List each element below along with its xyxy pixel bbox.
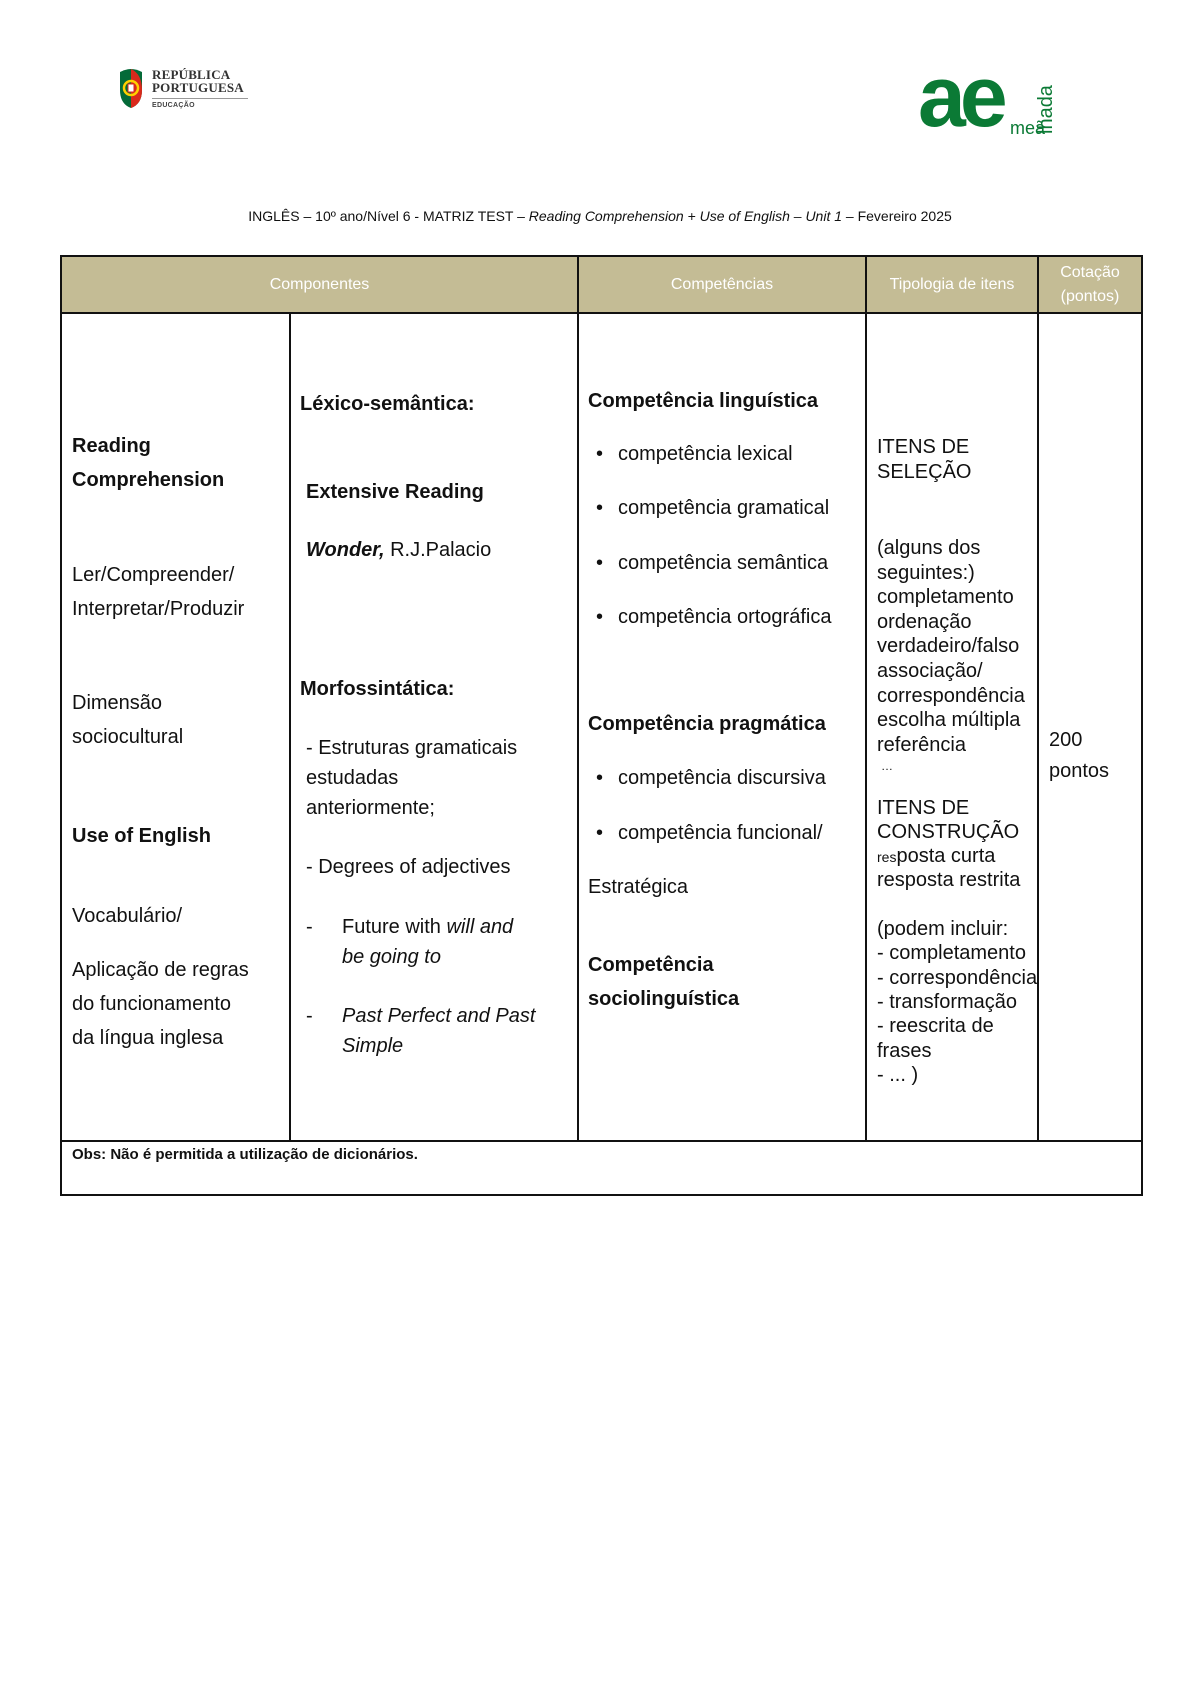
cell-cotacao bbox=[1038, 313, 1142, 1141]
header-componentes: Componentes bbox=[61, 256, 578, 313]
competencia-gramatical-item: • competência gramatical bbox=[596, 497, 830, 519]
title-part-3: – Fevereiro 2025 bbox=[842, 208, 952, 224]
aplicacao-label-1: Aplicação de regras bbox=[72, 959, 249, 981]
competencia-ortografica-item: • competência ortográfica bbox=[596, 606, 832, 628]
itens-selecao-1: ITENS DE bbox=[877, 436, 970, 458]
observations-note: Obs: Não é permitida a utilização de dicionários. bbox=[61, 1141, 1142, 1195]
con-item-transformacao: - transformação bbox=[877, 991, 1018, 1013]
con-item-reescrita: - reescrita de bbox=[877, 1015, 994, 1037]
alguns-dos-1: (alguns dos bbox=[877, 537, 981, 559]
degrees-item: - Degrees of adjectives bbox=[306, 856, 511, 878]
cell-competencias bbox=[578, 313, 866, 1141]
logo-text-portuguesa: PORTUGUESA bbox=[152, 80, 244, 95]
cell-componentes-detail bbox=[290, 313, 578, 1141]
header-competencias: Competências bbox=[578, 256, 866, 313]
podem-incluir: (podem incluir: bbox=[877, 918, 1009, 940]
con-item-correspondencia: - correspondência bbox=[877, 967, 1038, 989]
svg-text:lhada: lhada bbox=[1035, 85, 1057, 134]
svg-text:ae: ae bbox=[918, 50, 1002, 140]
sel-item-completamento: completamento bbox=[877, 586, 1014, 608]
cell-componentes-main bbox=[61, 313, 290, 1141]
con-item-etc: - ... ) bbox=[877, 1064, 919, 1086]
sel-item-verdadeiro-falso: verdadeiro/falso bbox=[877, 635, 1020, 657]
document-title bbox=[0, 208, 1200, 224]
svg-text:meã: meã bbox=[1010, 118, 1046, 138]
sel-item-escolha-multipla: escolha múltipla bbox=[877, 709, 1021, 731]
morfossintatica-heading: Morfossintática: bbox=[300, 678, 455, 700]
portugal-emblem-icon bbox=[116, 66, 146, 110]
ae-mealhada-logo bbox=[918, 50, 1060, 140]
resposta-curta bbox=[877, 844, 995, 870]
past-line-2: Simple bbox=[342, 1035, 404, 1057]
past-dash: - bbox=[306, 1005, 313, 1027]
vocabulario-label: Vocabulário/ bbox=[72, 905, 183, 927]
wonder-title: Wonder, bbox=[306, 539, 385, 561]
reading-label-1: Reading bbox=[72, 435, 151, 457]
dimensao-label-2: sociocultural bbox=[72, 726, 184, 748]
reading-label-2: Comprehension bbox=[72, 469, 225, 491]
competencia-socio-line-1: Competência bbox=[588, 954, 714, 976]
estruturas-line-3: anteriormente; bbox=[306, 797, 435, 819]
logo-text-republica: REPÚBLICA bbox=[152, 67, 231, 82]
cell-tipologia bbox=[866, 313, 1038, 1141]
future-dash: - bbox=[306, 916, 313, 938]
wonder-author: R.J.Palacio bbox=[384, 539, 492, 561]
aplicacao-label-2: do funcionamento bbox=[72, 993, 232, 1015]
dimensao-label-1: Dimensão bbox=[72, 692, 163, 714]
extensive-reading-heading: Extensive Reading bbox=[306, 481, 484, 503]
ler-label-1: Ler/Compreender/ bbox=[72, 564, 235, 586]
estruturas-line-2: estudadas bbox=[306, 767, 399, 789]
resposta-curta-suffix: posta curta bbox=[896, 845, 996, 867]
estruturas-line-1: - Estruturas gramaticais bbox=[306, 737, 518, 759]
sel-item-associacao: associação/ bbox=[877, 660, 983, 682]
logo-divider bbox=[152, 98, 248, 99]
competencia-linguistica-heading: Competência linguística bbox=[588, 390, 819, 412]
alguns-dos-2: seguintes:) bbox=[877, 562, 975, 584]
title-part-2: Reading Comprehension + Use of English – Unit 1 bbox=[528, 208, 843, 224]
sel-item-ordenacao: ordenação bbox=[877, 611, 972, 633]
competencia-discursiva-item: • competência discursiva bbox=[596, 767, 826, 789]
table-content-row bbox=[61, 313, 1142, 1141]
competencia-socio-line-2: sociolinguística bbox=[588, 988, 740, 1010]
con-item-frases: frases bbox=[877, 1040, 932, 1062]
header-cotacao bbox=[1038, 256, 1142, 313]
test-matrix-table bbox=[60, 255, 1143, 1196]
itens-construcao-2: CONSTRUÇÃO bbox=[877, 821, 1020, 843]
estrategica-label: Estratégica bbox=[588, 876, 689, 898]
header-cotacao-line1: Cotação bbox=[1060, 263, 1120, 281]
past-line-1: Past Perfect and Past bbox=[342, 1005, 536, 1027]
header-cotacao-line2: (pontos) bbox=[1060, 287, 1120, 305]
table-header-row bbox=[61, 256, 1142, 313]
republica-portuguesa-logo bbox=[112, 64, 252, 126]
future-will: will and bbox=[446, 916, 514, 938]
wonder-line bbox=[306, 533, 491, 567]
logo-text-educacao: EDUCAÇÃO bbox=[152, 102, 195, 109]
resposta-curta-prefix: res bbox=[877, 849, 897, 865]
competencia-semantica-item: • competência semântica bbox=[596, 552, 829, 574]
future-line-1 bbox=[342, 910, 513, 944]
lexico-heading: Léxico-semântica: bbox=[300, 393, 475, 415]
competencia-funcional-item: • competência funcional/ bbox=[596, 822, 823, 844]
competencia-lexical-item: • competência lexical bbox=[596, 443, 793, 465]
sel-item-referencia: referência bbox=[877, 734, 966, 756]
sel-ellipsis: … bbox=[881, 759, 893, 773]
observations-row bbox=[61, 1141, 1142, 1195]
use-of-english-label: Use of English bbox=[72, 825, 211, 847]
resposta-restrita: resposta restrita bbox=[877, 869, 1021, 891]
itens-construcao-1: ITENS DE bbox=[877, 797, 970, 819]
con-item-completamento: - completamento bbox=[877, 942, 1026, 964]
future-text: Future with bbox=[342, 916, 447, 938]
future-line-2: be going to bbox=[342, 946, 441, 968]
ler-label-2: Interpretar/Produzir bbox=[72, 598, 245, 620]
itens-selecao-2: SELEÇÃO bbox=[877, 461, 972, 483]
header-tipologia: Tipologia de itens bbox=[866, 256, 1038, 313]
title-part-1: INGLÊS – 10º ano/Nível 6 - MATRIZ TEST – bbox=[248, 208, 529, 224]
competencia-pragmatica-heading: Competência pragmática bbox=[588, 713, 826, 735]
cotacao-unit: pontos bbox=[1049, 760, 1110, 782]
aplicacao-label-3: da língua inglesa bbox=[72, 1027, 224, 1049]
cotacao-value: 200 bbox=[1049, 729, 1083, 751]
sel-item-correspondencia: correspondência bbox=[877, 685, 1025, 707]
